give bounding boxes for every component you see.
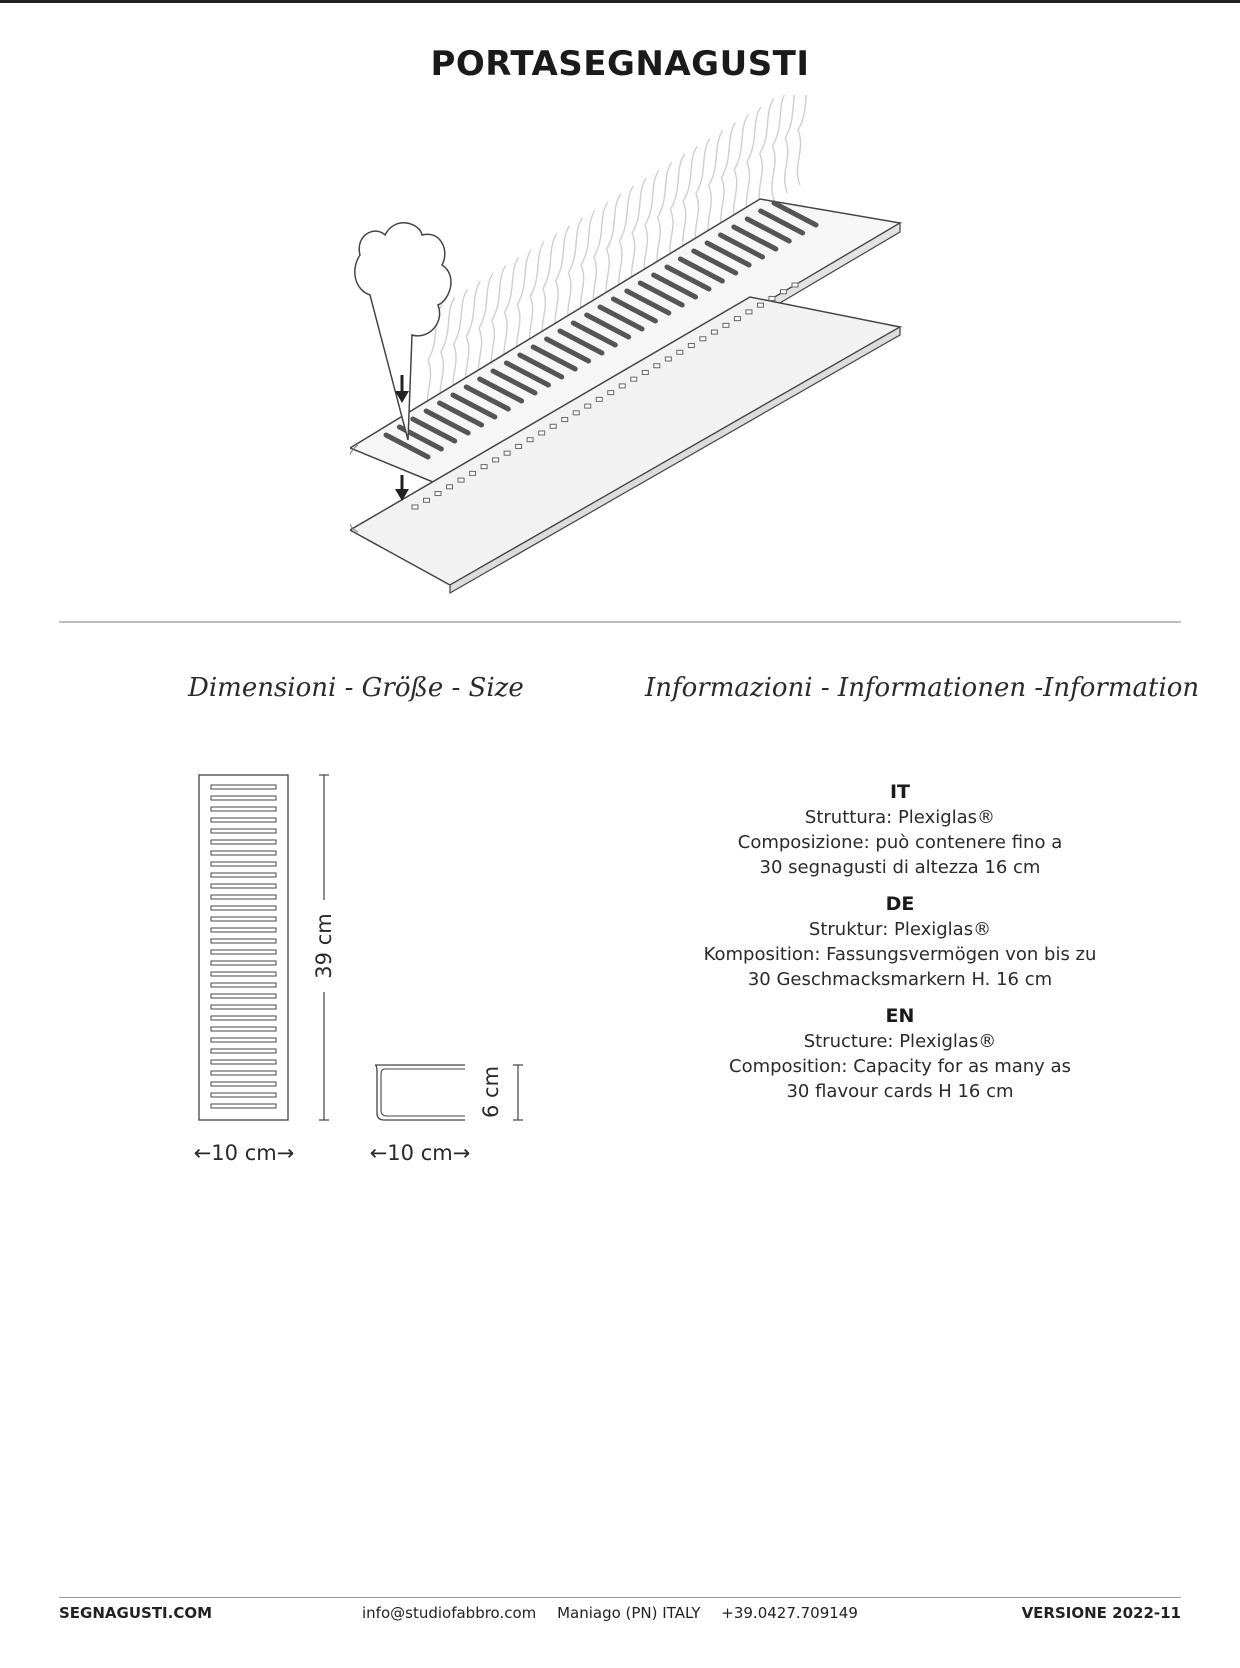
- info-line: 30 Geschmacksmarkern H. 16 cm: [747, 969, 1053, 990]
- hole: [539, 431, 545, 435]
- hole: [631, 377, 637, 381]
- slot: [211, 1049, 276, 1053]
- ghost-card: [772, 95, 787, 201]
- hole: [654, 364, 660, 368]
- slot: [211, 807, 276, 811]
- hole: [792, 283, 798, 287]
- hole: [734, 317, 740, 321]
- page-title: PORTASEGNAGUSTI: [430, 44, 810, 84]
- slot: [211, 1016, 276, 1020]
- footer: [59, 1604, 1181, 1628]
- slot: [211, 862, 276, 866]
- hole: [458, 478, 464, 482]
- hole: [435, 492, 441, 496]
- hole: [723, 323, 729, 327]
- hole: [746, 310, 752, 314]
- hole: [608, 391, 614, 395]
- info-line: Komposition: Fassungsvermögen von bis zu: [703, 944, 1097, 965]
- info-line: Struttura: Plexiglas®: [804, 807, 996, 828]
- hole: [504, 451, 510, 455]
- slot: [211, 851, 276, 855]
- footer-phone: +39.0427.709149: [721, 1604, 858, 1622]
- footer-divider: [59, 1597, 1181, 1598]
- slot: [211, 1082, 276, 1086]
- dimensions-heading: Dimensioni - Größe - Size: [188, 673, 524, 703]
- hole: [700, 337, 706, 341]
- hole: [550, 424, 556, 428]
- hole: [573, 411, 579, 415]
- slot: [211, 917, 276, 921]
- slot: [211, 895, 276, 899]
- top-view-outline: [199, 775, 288, 1120]
- footer-site-link[interactable]: SEGNAGUSTI.COM: [59, 1604, 213, 1622]
- hole: [562, 418, 568, 422]
- hole: [412, 505, 418, 509]
- slot: [211, 785, 276, 789]
- info-de: [640, 892, 1160, 992]
- ghost-card: [759, 99, 774, 209]
- hole: [769, 296, 775, 300]
- footer-email-link[interactable]: info@studiofabbro.com: [362, 1604, 537, 1622]
- footer-location: Maniago (PN) ITALY: [557, 1604, 701, 1622]
- slot: [211, 818, 276, 822]
- info-en: [640, 1004, 1160, 1104]
- hole: [596, 397, 602, 401]
- dimension-drawing: [180, 760, 560, 1180]
- slot: [211, 1104, 276, 1108]
- info-line: Composizione: può contenere fino a: [737, 832, 1063, 853]
- hole: [711, 330, 717, 334]
- footer-contact: [362, 1604, 874, 1622]
- info-it: [640, 780, 1160, 880]
- hole: [619, 384, 625, 388]
- hole: [780, 290, 786, 294]
- slot: [211, 972, 276, 976]
- side-width-label: ←10 cm→: [369, 1141, 471, 1165]
- slot: [211, 840, 276, 844]
- slot: [211, 928, 276, 932]
- hole: [447, 485, 453, 489]
- info-line: 30 segnagusti di altezza 16 cm: [759, 857, 1041, 878]
- slot: [211, 983, 276, 987]
- info-line: 30 flavour cards H 16 cm: [786, 1081, 1014, 1102]
- info-line: Composition: Capacity for as many as: [729, 1056, 1071, 1077]
- side-view-profile: [375, 1065, 465, 1120]
- hole: [470, 471, 476, 475]
- footer-version: VERSIONE 2022-11: [1021, 1604, 1181, 1622]
- hole: [585, 404, 591, 408]
- height-label: 39 cm: [312, 913, 336, 979]
- hole: [665, 357, 671, 361]
- slot: [211, 994, 276, 998]
- slot: [211, 1071, 276, 1075]
- info-line: Structure: Plexiglas®: [803, 1031, 997, 1052]
- slot: [211, 1060, 276, 1064]
- slot: [211, 1027, 276, 1031]
- slot: [211, 950, 276, 954]
- hole: [493, 458, 499, 462]
- top-border: [0, 0, 1240, 3]
- hole: [757, 303, 763, 307]
- lang-code: IT: [889, 781, 911, 803]
- info-text: [640, 780, 1160, 1116]
- hole: [677, 350, 683, 354]
- hole: [527, 438, 533, 442]
- slot: [211, 939, 276, 943]
- ghost-card: [785, 95, 800, 193]
- slot: [211, 906, 276, 910]
- slot: [211, 1093, 276, 1097]
- slot: [211, 873, 276, 877]
- slot: [211, 1038, 276, 1042]
- divider: [59, 621, 1181, 623]
- side-height-label: 6 cm: [479, 1065, 503, 1119]
- hole: [642, 370, 648, 374]
- slot: [211, 884, 276, 888]
- ghost-card: [797, 95, 812, 185]
- product-illustration: [350, 95, 910, 595]
- slot: [211, 796, 276, 800]
- hole: [481, 465, 487, 469]
- slot: [211, 829, 276, 833]
- hole: [424, 498, 430, 502]
- lang-code: DE: [885, 893, 915, 915]
- lang-code: EN: [885, 1005, 915, 1027]
- hole: [516, 444, 522, 448]
- slot: [211, 1005, 276, 1009]
- info-heading: Informazioni - Informationen -Information: [645, 673, 1200, 703]
- top-width-label: ←10 cm→: [193, 1141, 295, 1165]
- slot: [211, 961, 276, 965]
- hole: [688, 344, 694, 348]
- info-line: Struktur: Plexiglas®: [808, 919, 992, 940]
